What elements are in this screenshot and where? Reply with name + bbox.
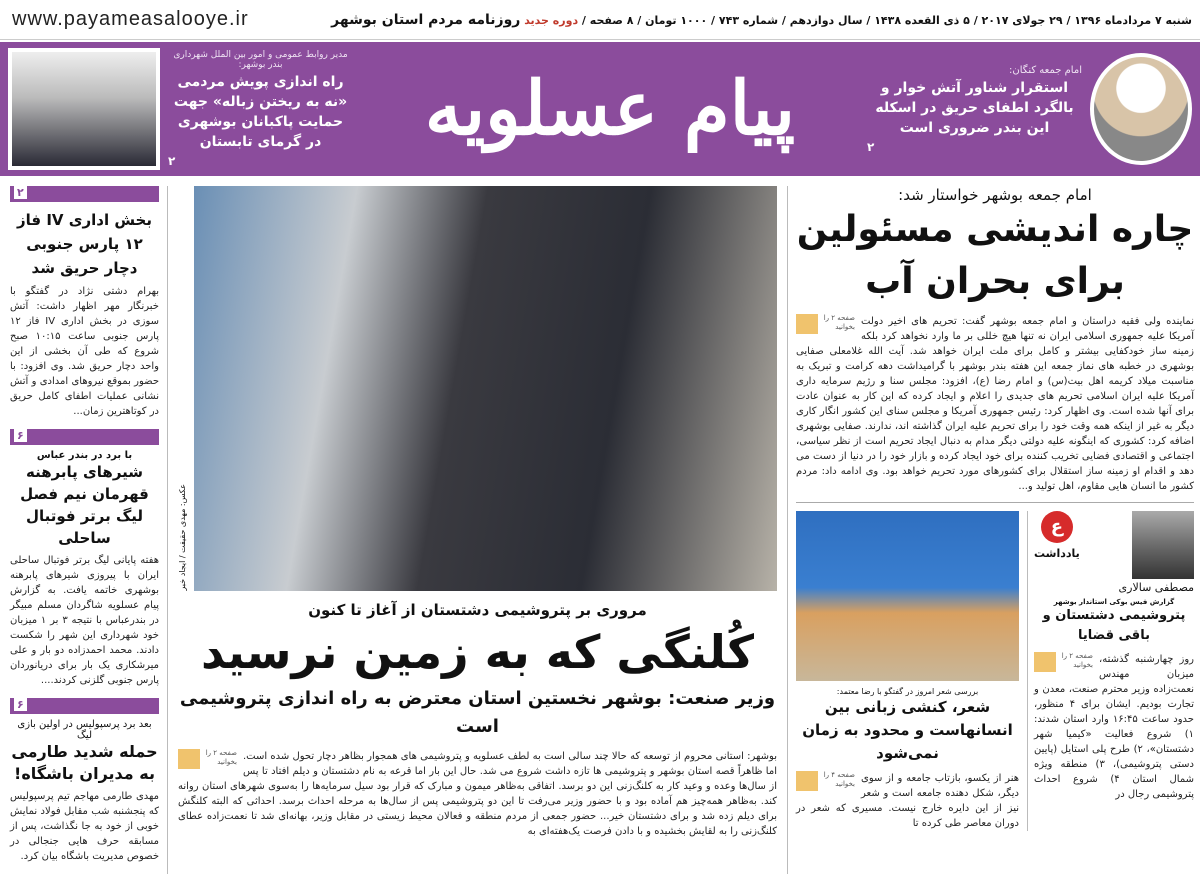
- story-title: بخش اداری IV فاز ۱۲ پارس جنوبی دچار حریق شد: [17, 211, 152, 277]
- masthead-bar: [0, 0, 1200, 40]
- right-column: [788, 186, 1200, 874]
- story-title: شیرهای پابرهنه قهرمان نیم فصل لیگ برتر فوتبال ساحلی: [20, 463, 149, 547]
- story-kicker: با برد در بندر عباس: [36, 450, 133, 461]
- poetry-headline[interactable]: شعر، کنشی زبانی بین انسانهاست و محدود به زمان نمی‌شود: [802, 698, 1013, 762]
- website-url[interactable]: www.payameasalooye.ir: [12, 8, 249, 30]
- page-ref: ۲: [168, 154, 176, 168]
- poet-photo: [796, 511, 1019, 681]
- story-kicker: بعد برد پرسپولیس در اولین بازی لیگ: [17, 719, 152, 741]
- band-left-story[interactable]: [168, 50, 353, 168]
- continue-box[interactable]: [178, 749, 237, 769]
- continue-marker: [796, 771, 818, 791]
- left-story-3[interactable]: [10, 698, 159, 864]
- main-story: [178, 749, 777, 839]
- story-body: بهرام دشتی نژاد در گفتگو با خبرنگار مهر اظهار داشت: آتش سوزی در بخش اداری IV فاز ۱۲ پارس جنوبی ساعت ۱۰:۱۵ صبح شروع که طی آن بخشی از این واحد دچار حریق شد. وی افزود: با حضور بموقع نیروهای امدادی و آتش نشانی عملیات اطفای کامل حریق در کوتاهترین زمان...: [10, 286, 159, 417]
- note-story[interactable]: [1028, 511, 1194, 831]
- left-column: [0, 186, 168, 874]
- note-kicker: گزارش فیس بوکی استاندار بوشهر: [1053, 598, 1175, 606]
- continue-note[interactable]: صفحه ۲ را بخوانید: [205, 749, 237, 766]
- main-kicker: مروری بر پتروشیمی دشتستان از آغاز تا کنون: [308, 601, 647, 619]
- poetry-body: هنر از یکسو، بازتاب جامعه و از سوی دیگر، شکل دهنده جامعه است و شعر نیز از این دایره خارج نیست. مسیری که شعر در دوران معاصر طی کرده تا: [796, 773, 1019, 829]
- divider: [796, 502, 1194, 503]
- poetry-story[interactable]: [796, 511, 1028, 831]
- continue-marker: [178, 749, 200, 769]
- page-tag: ۲: [10, 186, 159, 202]
- main-column: [168, 186, 788, 874]
- continue-marker: [1034, 652, 1056, 672]
- main-headline[interactable]: کُلنگی که به زمین نرسید: [200, 625, 755, 679]
- continue-box[interactable]: [1034, 652, 1093, 672]
- masthead-info: [331, 12, 1192, 28]
- right-kicker: امام جمعه بوشهر خواستار شد:: [898, 186, 1092, 204]
- story-body: مهدی طارمی مهاجم تیم پرسپولیس که پنجشنبه شب مقابل فولاد نمایش خوبی از خود به جا نگذاشت، پس از مسابقه حرف هایی جنجالی در خصوص مدیریت باشگاه بیان کرد.: [10, 791, 159, 862]
- photo-credit: عکس: مهدی حقیقت / ایجاد خبر: [178, 484, 187, 591]
- note-label: یادداشت: [1034, 547, 1080, 560]
- band-right-story[interactable]: [867, 65, 1082, 154]
- header-band: [0, 42, 1200, 176]
- page-tag: ۶: [10, 698, 159, 714]
- continue-note[interactable]: صفحه ۴ را بخوانید: [823, 771, 855, 788]
- left-story-1[interactable]: [10, 186, 159, 419]
- official-photo: [8, 48, 160, 170]
- story-body: هفته پایانی لیگ برتر فوتبال ساحلی ایران با پیروزی شیرهای پابرهنه بوشهری خاتمه یافت. به گزارش پیام عسلویه شاگردان مسلم مبیگر در بندرعباس با نتیجه ۳ بر ۱ میزبان خود شهرداری این شهر را شکست دادند. محمد احمدزاده دو بار و علی میرشکاری یک بار برای دریانوردان پارس جنوبی گلزنی کردند....: [10, 555, 159, 686]
- note-body: روز چهارشنبه گذشته، میزبان مهندس نعمت‌زاده وزیر محترم صنعت، معدن و تجارت بودیم. ایشان برای ۴ منظور، حدود ساعت ۱۶:۴۵ وارد استان شدند: ۱) شروع فعالیت «کیمیا شهر دشتستان»، ۲) طرح پلی استایل (پایین دستی پتروشیمی)، ۳) منطقه ویژه شمال استان ۴) شروع احداث پتروشیمی رجال در: [1034, 654, 1195, 800]
- continue-note[interactable]: صفحه ۲ را بخوانید: [1061, 652, 1093, 669]
- story-kicker: امام جمعه کنگان:: [1009, 64, 1082, 76]
- story-title: راه اندازی پویش مردمی «نه به ریختن زباله» جهت حمایت پاکبانان بوشهری در گرمای تابستان: [173, 74, 348, 150]
- new-period-label: دوره جدید: [524, 13, 579, 27]
- continue-box[interactable]: [796, 771, 855, 791]
- left-story-2[interactable]: [10, 429, 159, 688]
- page-ref: ۲: [867, 139, 875, 154]
- imam-portrait: [1090, 53, 1192, 165]
- newspaper-logo: پیام عسلویه: [424, 66, 796, 152]
- issue-info: شنبه ۷ مردادماه ۱۳۹۶ / ۲۹ جولای ۲۰۱۷ / ۵ ذی القعده ۱۴۳۸ / سال دوازدهم / شماره ۷۴۳ / ۱۰۰۰ تومان / ۸ صفحه /: [578, 13, 1192, 27]
- right-body: نماینده ولی فقیه دراستان و امام جمعه بوشهر گفت: تحریم های اخیر دولت آمریکا علیه جمهوری اسلامی ایران نه تنها هیچ خللی بر ما وارد نخواهد کرد بلکه زمینه ساز خودکفایی بیشتر و کامل برای ملت ایران خواهد شد. آیت الله غلامعلی صفایی بوشهری در خطبه های نماز جمعه این هفته بندر بوشهر با گرامیداشت دهه کرامت و تبریک به مناسبت میلاد کریمه اهل بیت(س) و امام رضا (ع)، افزود: مجلس سنا و رژیم سرمایه داری آمریکا علیه ایران اسلامی تحریم های جدیدی را اعلام و ایجاد کرده که این کار به عنوان عادت برای آنها شده است. وی اظهار کرد: رئیس جمهوری آمریکا و مجلس سنای این کشور انگار کاری دیگر به غیر از اینکه همه وقت خود را برای تحریم علیه ایران گذاشته اند، ندارند. صفایی بوشهری اضافه کرد: کشوری که اینگونه علیه دولتی دیگر مدام به دنبال ایجاد تحریم است از نظر سیاسی، اجتماعی و اقتصادی فضایی تخریب کننده برای خود ایجاد کرده و بازار خود را در دنیا از دست می دهد و اقدام او زمینه ساز استقلال برای کشورهای مورد تحریم خواهد بود. وی ادامه داد: مردم کشور ما انسان هایی مقاوم، اهل تولید و...: [796, 316, 1194, 492]
- tagline: روزنامه مردم استان بوشهر: [331, 11, 521, 28]
- continue-note[interactable]: صفحه ۲ را بخوانید: [823, 314, 855, 331]
- right-story: [796, 314, 1194, 494]
- main-body: بوشهر: استانی محروم از توسعه که حالا چند سالی است به لطف عسلویه و پتروشیمی های همجوار بظاهر دچار تحول شده است. اما ظاهراً قصه استان بوشهر و پتروشیمی ها تازه داشت شروع می شد. حال این بار اما قرعه به نام دشتستان و دیلم افتاد تا پس از سال‌ها وعده و وعید کار به کلنگ‌زنی این دو برسد. اتفاقی به‌ظاهر میمون و مبارک که قرار بود سیل سرمایه‌ها را به‌سوی شهرهای استان روانه کند. به‌ظاهر همه‌چیز هم آماده بود و با حضور وزیر می‌رفت تا این دو پتروشیمی پس از سال‌ها به مرحله احداث برسد. احداثی که البته کلنگش برای دیلم زده شد و برای دشتستان خیر... حضور جمعی از مردم منطقه و فعالان محیط زیستی در مقابل وزیر، بهانه‌ای شد تا نعمت‌زاده عطای کلنگ‌زنی را به لقایش بخشیده و با دادن فرصت یک‌هفته‌ای به: [178, 751, 777, 837]
- poetry-kicker: بررسی شعر امروز در گفتگو با رضا معتمد:: [836, 687, 979, 696]
- page-tag: ۶: [10, 429, 159, 445]
- story-title: استقرار شناور آتش خوار و بالگرد اطفای حریق در اسکله این بندر ضروری است: [875, 79, 1074, 136]
- story-kicker: مدیر روابط عمومی و امور بین الملل شهرداری بندر بوشهر:: [173, 50, 348, 70]
- story-title: حمله شدید طارمی به مدیران باشگاه!: [11, 742, 158, 783]
- continue-box[interactable]: [796, 314, 855, 334]
- right-headline[interactable]: چاره اندیشی مسئولین برای بحران آب: [796, 209, 1194, 302]
- author-photo: [1132, 511, 1194, 579]
- main-subtitle: وزیر صنعت: بوشهر نخستین استان معترض به راه اندازی پتروشیمی است: [179, 688, 776, 737]
- main-photo[interactable]: [194, 186, 777, 591]
- note-logo-icon: ع: [1041, 511, 1073, 543]
- note-headline[interactable]: پتروشیمی دشتستان و باقی قضایا: [1042, 608, 1186, 643]
- note-author: مصطفی سالاری: [1118, 581, 1194, 594]
- continue-marker: [796, 314, 818, 334]
